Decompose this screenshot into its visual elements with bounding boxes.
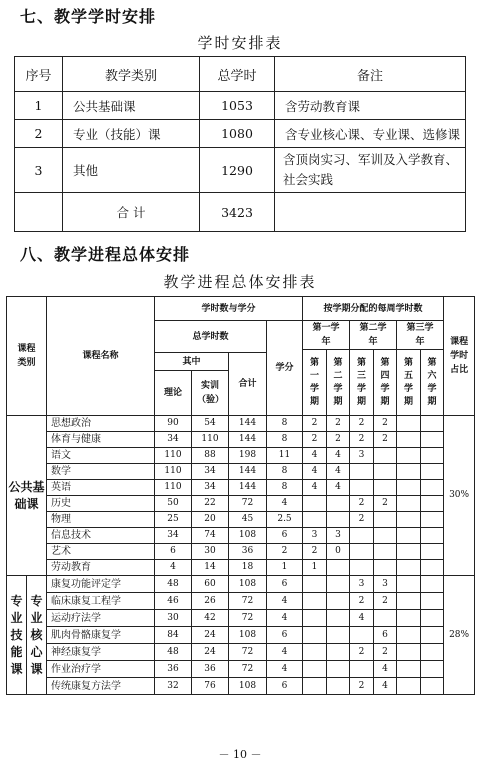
header-total-hours-group: 总学时数 [155,321,267,353]
course-name: 作业治疗学 [47,661,155,678]
cell-practice: 34 [192,464,229,480]
header-credits: 学分 [267,321,303,416]
table-row [7,496,475,512]
cell-practice: 110 [192,432,229,448]
cell-credits: 4 [267,593,303,610]
cell-total: 108 [229,627,267,644]
table-row [7,644,475,661]
cell-sem4: 2 [374,644,397,661]
cell-sem5 [397,464,421,480]
header-course-type: 课程类别 [7,297,47,416]
cell-sem1 [303,496,327,512]
cell-practice: 60 [192,576,229,593]
cell-sem6 [421,661,444,678]
cell-sem5 [397,678,421,695]
cell-credits: 8 [267,464,303,480]
cell-sem6 [421,432,444,448]
cell-sem1 [303,644,327,661]
professional-group-label: 专业技能课 [7,576,27,695]
cell-sem4 [374,610,397,627]
cell-theory: 110 [155,464,192,480]
schedule-table [6,296,475,695]
section7-heading: 七、教学学时安排 [20,7,157,26]
header-sem3: 第三学期 [350,350,374,416]
cell-total: 36 [229,544,267,560]
cell-credits: 2.5 [267,512,303,528]
cell-total: 108 [229,576,267,593]
cell-sem6 [421,644,444,661]
cell-sem5 [397,661,421,678]
cell-total: 144 [229,416,267,432]
cell-sem5 [397,560,421,576]
cell-sem6 [421,416,444,432]
header-weekly-hours: 按学期分配的每周学时数 [303,297,444,321]
row-note: 含劳动教育课 [275,92,466,120]
cell-sem4: 6 [374,627,397,644]
header-ratio: 课程学时占比 [444,297,475,416]
cell-credits: 6 [267,627,303,644]
course-name: 康复功能评定学 [47,576,155,593]
cell-sem2 [327,496,350,512]
header-total-hours: 总学时 [200,57,275,92]
cell-sem4 [374,560,397,576]
cell-total: 144 [229,480,267,496]
cell-sem6 [421,610,444,627]
table-row [7,560,475,576]
cell-sem3: 2 [350,496,374,512]
table-row [7,528,475,544]
cell-sem2: 2 [327,416,350,432]
cell-sem2: 4 [327,448,350,464]
row-note: 含顶岗实习、军训及入学教育、社会实践 [275,148,466,193]
cell-sem1 [303,593,327,610]
cell-sem4 [374,544,397,560]
row-no: 2 [15,120,63,148]
cell-total: 18 [229,560,267,576]
header-course-name: 课程名称 [47,297,155,416]
cell-total: 144 [229,432,267,448]
cell-practice: 20 [192,512,229,528]
header-note: 备注 [275,57,466,92]
cell-sem4: 2 [374,593,397,610]
cell-theory: 48 [155,576,192,593]
cell-practice: 26 [192,593,229,610]
cell-sem1: 4 [303,464,327,480]
course-name: 临床康复工程学 [47,593,155,610]
course-name: 思想政治 [47,416,155,432]
header-year1: 第一学年 [303,321,350,350]
cell-practice: 24 [192,644,229,661]
course-name: 劳动教育 [47,560,155,576]
cell-credits: 11 [267,448,303,464]
course-name: 传统康复方法学 [47,678,155,695]
header-no: 序号 [15,57,63,92]
hours-table-header [15,57,466,92]
course-name: 历史 [47,496,155,512]
total-hours: 3423 [200,193,275,232]
cell-sem2 [327,627,350,644]
header-total: 合计 [229,353,267,416]
header-sem1: 第一学期 [303,350,327,416]
cell-sem1: 4 [303,480,327,496]
cell-total: 144 [229,464,267,480]
cell-theory: 36 [155,661,192,678]
cell-sem1: 2 [303,544,327,560]
cell-sem5 [397,512,421,528]
cell-sem2: 4 [327,480,350,496]
public-group-label: 公共基础课 [7,416,47,576]
cell-sem2 [327,593,350,610]
cell-practice: 30 [192,544,229,560]
cell-sem4: 2 [374,432,397,448]
cell-sem2 [327,644,350,661]
cell-credits: 6 [267,528,303,544]
cell-practice: 54 [192,416,229,432]
cell-sem4 [374,512,397,528]
table-row [7,576,475,593]
cell-sem5 [397,610,421,627]
cell-theory: 110 [155,448,192,464]
header-hours-credits: 学时数与学分 [155,297,303,321]
row-category: 公共基础课 [63,92,200,120]
cell-theory: 110 [155,480,192,496]
cell-sem6 [421,627,444,644]
cell-sem2: 2 [327,432,350,448]
cell-sem3: 3 [350,576,374,593]
cell-total: 108 [229,528,267,544]
cell-theory: 84 [155,627,192,644]
table-row [15,148,466,193]
cell-sem6 [421,593,444,610]
cell-sem5 [397,496,421,512]
cell-sem1: 3 [303,528,327,544]
cell-theory: 50 [155,496,192,512]
course-ratio: 28% [444,576,475,695]
cell-sem2 [327,576,350,593]
cell-total: 72 [229,661,267,678]
cell-sem5 [397,448,421,464]
cell-sem2: 0 [327,544,350,560]
cell-sem3: 2 [350,593,374,610]
header-of-which: 其中 [155,353,229,371]
row-category: 专业（技能）课 [63,120,200,148]
header-category: 教学类别 [63,57,200,92]
cell-sem1 [303,610,327,627]
course-name: 物理 [47,512,155,528]
course-name: 信息技术 [47,528,155,544]
cell-sem3: 4 [350,610,374,627]
row-no: 1 [15,92,63,120]
course-name: 艺术 [47,544,155,560]
cell-practice: 88 [192,448,229,464]
schedule-table-caption: 教学进程总体安排表 [163,273,317,291]
cell-sem4 [374,480,397,496]
header-theory: 理论 [155,371,192,416]
table-row [7,480,475,496]
cell-theory: 90 [155,416,192,432]
cell-sem4: 2 [374,496,397,512]
cell-sem5 [397,576,421,593]
cell-theory: 34 [155,432,192,448]
header-sem4: 第四学期 [374,350,397,416]
cell-sem4: 4 [374,678,397,695]
table-row [7,416,475,432]
cell-credits: 8 [267,432,303,448]
cell-theory: 30 [155,610,192,627]
cell-total: 198 [229,448,267,464]
cell-sem5 [397,627,421,644]
cell-total: 72 [229,496,267,512]
cell-sem3 [350,528,374,544]
cell-sem1: 2 [303,416,327,432]
cell-sem3: 2 [350,644,374,661]
cell-sem5 [397,644,421,661]
cell-sem6 [421,512,444,528]
cell-practice: 74 [192,528,229,544]
cell-credits: 4 [267,610,303,627]
cell-total: 108 [229,678,267,695]
cell-credits: 8 [267,416,303,432]
cell-practice: 14 [192,560,229,576]
cell-sem4 [374,464,397,480]
course-name: 语文 [47,448,155,464]
cell-total: 72 [229,644,267,661]
cell-sem6 [421,560,444,576]
table-row [7,627,475,644]
professional-course-rows [7,576,475,695]
section8-heading: 八、教学进程总体安排 [20,245,191,264]
header-sem5: 第五学期 [397,350,421,416]
cell-sem1: 1 [303,560,327,576]
cell-sem6 [421,544,444,560]
cell-sem6 [421,480,444,496]
cell-sem5 [397,528,421,544]
cell-sem3: 3 [350,448,374,464]
cell-sem2: 3 [327,528,350,544]
cell-sem3 [350,464,374,480]
cell-sem6 [421,678,444,695]
cell-sem2: 4 [327,464,350,480]
cell-sem3 [350,560,374,576]
cell-sem2 [327,560,350,576]
course-name: 肌肉骨骼康复学 [47,627,155,644]
table-row [15,92,466,120]
cell-credits: 2 [267,544,303,560]
cell-total: 72 [229,610,267,627]
cell-credits: 8 [267,480,303,496]
cell-sem2 [327,678,350,695]
course-name: 运动疗法学 [47,610,155,627]
cell-sem6 [421,576,444,593]
public-course-rows [7,416,475,576]
cell-theory: 46 [155,593,192,610]
cell-credits: 6 [267,576,303,593]
table-row [7,544,475,560]
cell-sem5 [397,416,421,432]
cell-sem2 [327,512,350,528]
cell-sem3 [350,627,374,644]
cell-sem1 [303,576,327,593]
cell-sem1 [303,512,327,528]
cell-credits: 4 [267,644,303,661]
cell-sem2 [327,610,350,627]
total-label: 合 计 [63,193,200,232]
table-row [7,448,475,464]
table-row [7,464,475,480]
cell-sem6 [421,464,444,480]
header-practice: 实训（验） [192,371,229,416]
course-name: 英语 [47,480,155,496]
cell-sem4: 4 [374,661,397,678]
cell-sem3: 2 [350,416,374,432]
course-name: 体育与健康 [47,432,155,448]
table-row [7,432,475,448]
cell-total: 72 [229,593,267,610]
cell-credits: 4 [267,661,303,678]
cell-sem1: 4 [303,448,327,464]
hours-table-caption: 学时安排表 [197,34,283,52]
cell-sem1 [303,678,327,695]
table-row [7,610,475,627]
course-name: 数学 [47,464,155,480]
cell-credits: 1 [267,560,303,576]
course-ratio: 30% [444,416,475,576]
row-no: 3 [15,148,63,193]
cell-sem4: 2 [374,416,397,432]
cell-sem6 [421,528,444,544]
cell-sem1 [303,661,327,678]
header-year2: 第二学年 [350,321,397,350]
cell-theory: 4 [155,560,192,576]
cell-sem4: 3 [374,576,397,593]
cell-sem5 [397,544,421,560]
cell-sem4 [374,448,397,464]
cell-sem6 [421,448,444,464]
cell-theory: 34 [155,528,192,544]
cell-sem1 [303,627,327,644]
cell-sem3 [350,544,374,560]
row-hours: 1053 [200,92,275,120]
cell-total: 45 [229,512,267,528]
cell-practice: 36 [192,661,229,678]
row-category: 其他 [63,148,200,193]
table-row [15,120,466,148]
cell-practice: 22 [192,496,229,512]
table-row [7,678,475,695]
cell-sem3 [350,661,374,678]
cell-sem4 [374,528,397,544]
cell-theory: 6 [155,544,192,560]
table-row [7,512,475,528]
cell-sem5 [397,593,421,610]
cell-sem3: 2 [350,512,374,528]
cell-sem3: 2 [350,432,374,448]
cell-credits: 4 [267,496,303,512]
table-row [7,661,475,678]
cell-sem3: 2 [350,678,374,695]
cell-theory: 48 [155,644,192,661]
cell-credits: 6 [267,678,303,695]
table-row [7,593,475,610]
cell-sem5 [397,480,421,496]
row-hours: 1290 [200,148,275,193]
page-number: － 10 － [218,748,262,761]
cell-theory: 32 [155,678,192,695]
cell-sem3 [350,480,374,496]
cell-practice: 42 [192,610,229,627]
cell-sem6 [421,496,444,512]
cell-practice: 76 [192,678,229,695]
cell-sem5 [397,432,421,448]
row-hours: 1080 [200,120,275,148]
total-row [15,193,466,232]
cell-theory: 25 [155,512,192,528]
header-sem6: 第六学期 [421,350,444,416]
row-note: 含专业核心课、专业课、选修课 [275,120,466,148]
cell-sem2 [327,661,350,678]
cell-sem1: 2 [303,432,327,448]
cell-practice: 24 [192,627,229,644]
header-year3: 第三学年 [397,321,444,350]
hours-table [14,56,466,232]
course-name: 神经康复学 [47,644,155,661]
professional-core-label: 专业核心课 [27,576,47,695]
cell-practice: 34 [192,480,229,496]
header-sem2: 第二学期 [327,350,350,416]
